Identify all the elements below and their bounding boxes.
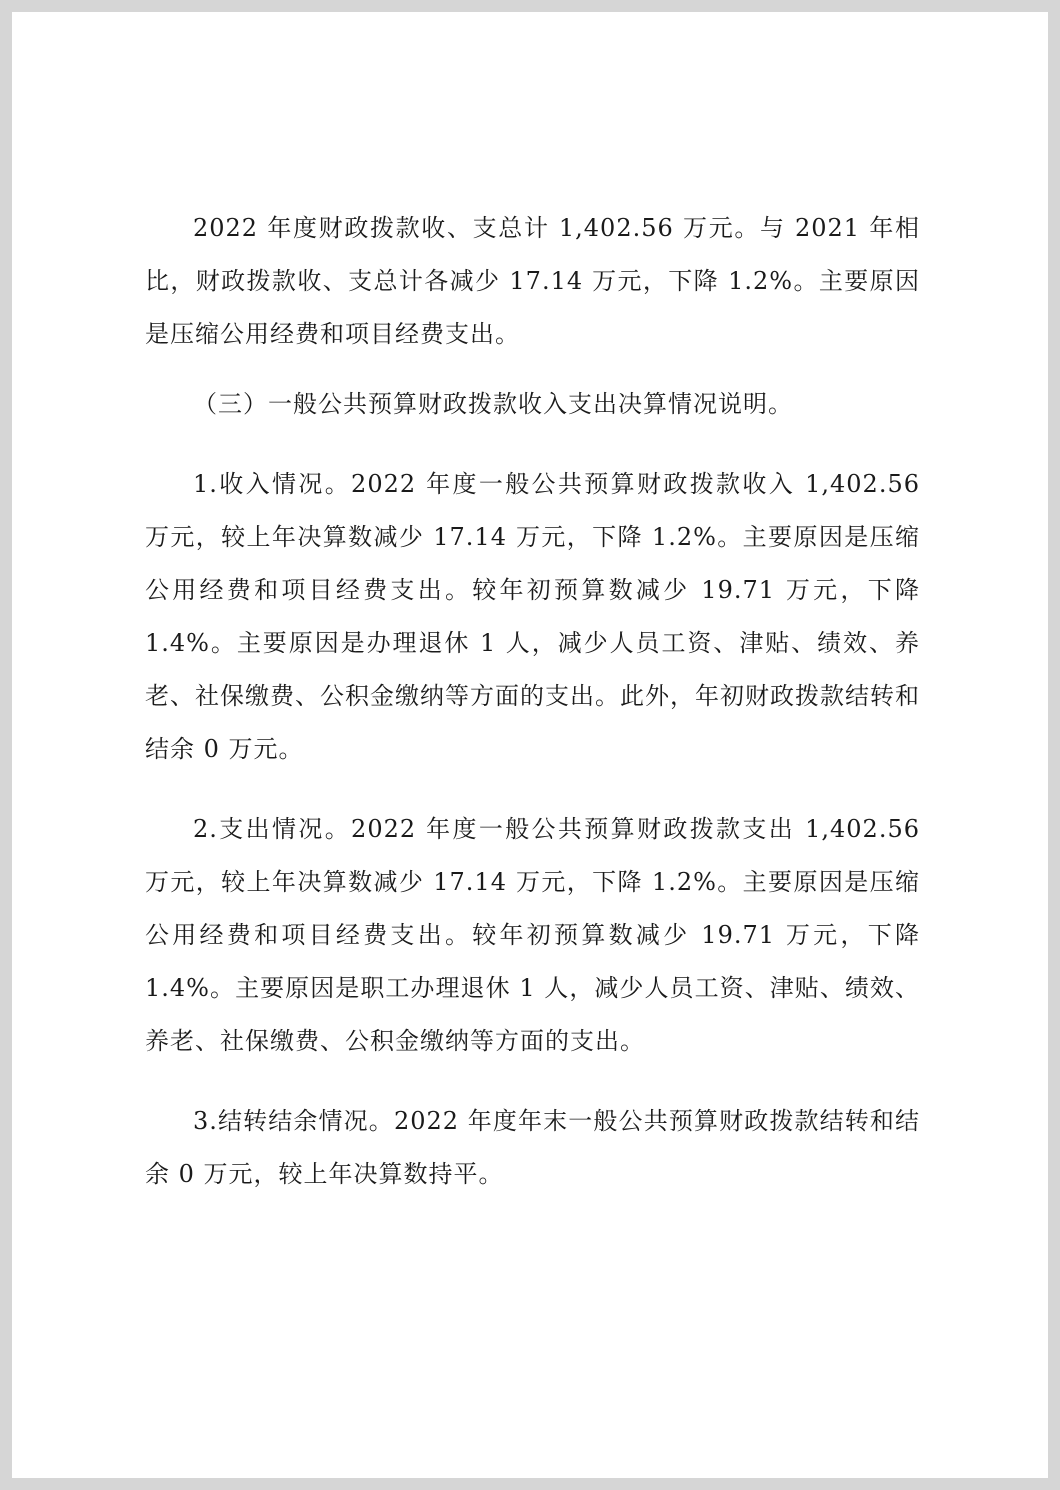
section-heading-general-budget: （三）一般公共预算财政拨款收入支出决算情况说明。 (193, 390, 793, 418)
document-body (145, 202, 920, 1201)
paragraph-expenditure: 2.支出情况。2022 年度一般公共预算财政拨款支出 1,402.56 万元，较上年决算数减少 17.14 万元，下降 1.2%。主要原因是压缩公用经费和项目经费支出。较年初预算数减少 19.71 万元，下降 1.4%。主要原因是职工办理退休 1 人，减少人员工资、津贴、绩效、养老、社保缴费、公积金缴纳等方面的支出。 (145, 815, 920, 1055)
paragraph-income: 1.收入情况。2022 年度一般公共预算财政拨款收入 1,402.56 万元，较上年决算数减少 17.14 万元，下降 1.2%。主要原因是压缩公用经费和项目经费支出。较年初预算数减少 19.71 万元，下降 1.4%。主要原因是办理退休 1 人，减少人员工资、津贴、绩效、养老、社保缴费、公积金缴纳等方面的支出。此外，年初财政拨款结转和结余 0 万元。 (145, 470, 920, 763)
paragraph-total-funding: 2022 年度财政拨款收、支总计 1,402.56 万元。与 2021 年相比，财政拨款收、支总计各减少 17.14 万元，下降 1.2%。主要原因是压缩公用经费和项目经费支出。 (145, 214, 920, 348)
paragraph-carryover: 3.结转结余情况。2022 年度年末一般公共预算财政拨款结转和结余 0 万元，较上年决算数持平。 (145, 1107, 920, 1188)
document-page (12, 12, 1048, 1478)
